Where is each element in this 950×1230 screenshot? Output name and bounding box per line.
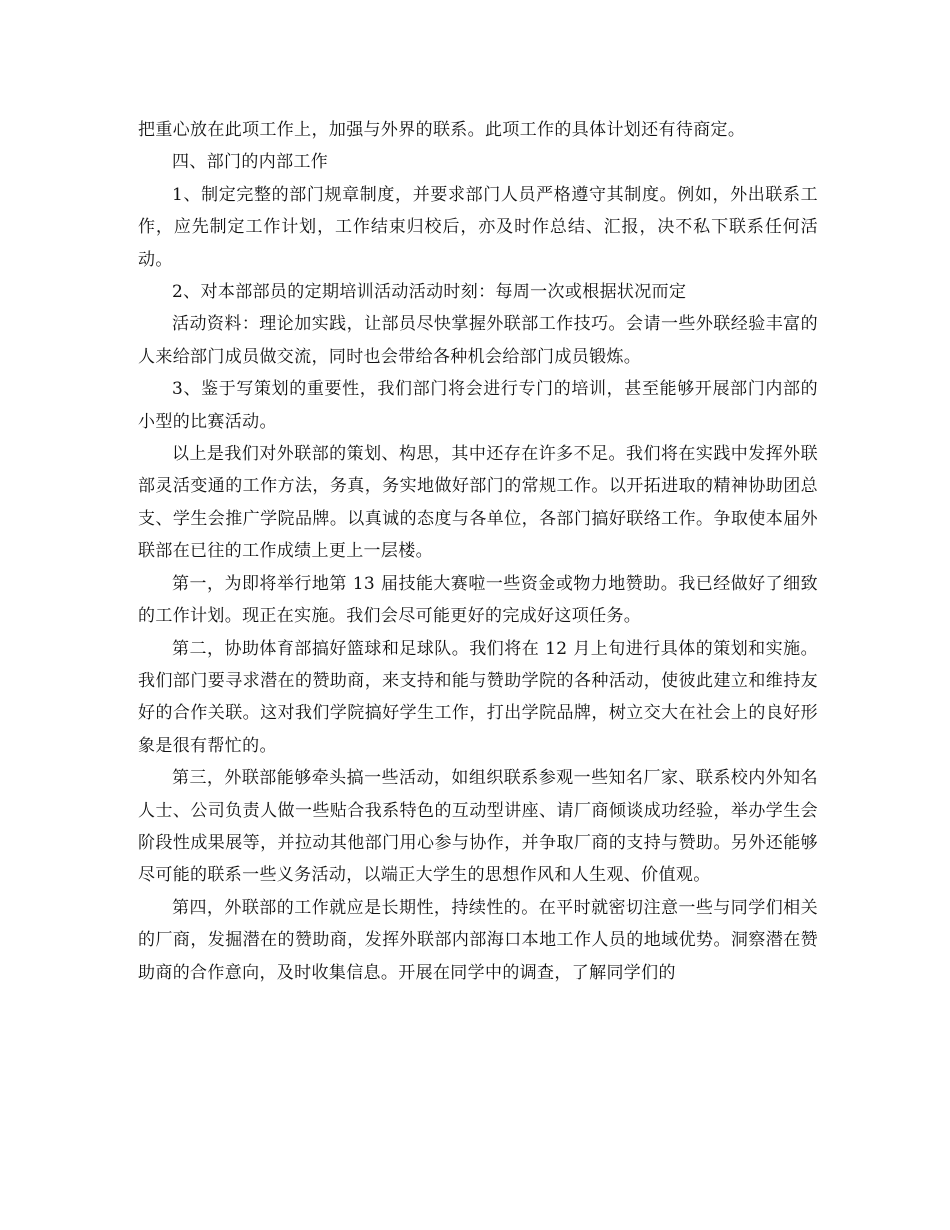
- paragraph-summary: 以上是我们对外联部的策划、构思，其中还存在许多不足。我们将在实践中发挥外联部灵活变通的工作方法，务真，务实地做好部门的常规工作。以开拓进取的精神协助团总支、学生会推广学院品牌。以真诚的态度与各单位，各部门搞好联络工作。争取使本届外联部在已往的工作成绩上更上一层楼。: [138, 444, 818, 562]
- paragraph-item-2: 2、对本部部员的定期培训活动活动时刻：每周一次或根据状况而定: [172, 282, 687, 303]
- paragraph-third: 第三，外联部能够牵头搞一些活动，如组织联系参观一些知名厂家、联系校内外知名人士、公司负责人做一些贴合我系特色的互动型讲座、请厂商倾谈成功经验，举办学生会阶段性成果展等，并拉动其他部门用心参与协作，并争取厂商的支持与赞助。另外还能够尽可能的联系一些义务活动，以端正大学生的思想作风和人生观、价值观。: [138, 768, 818, 886]
- paragraph-fourth: 第四，外联部的工作就应是长期性，持续性的。在平时就密切注意一些与同学们相关的厂商，发掘潜在的赞助商，发挥外联部内部海口本地工作人员的地域优势。洞察潜在赞助商的合作意向，及时收集信息。开展在同学中的调查，了解同学们的: [138, 897, 818, 983]
- paragraph-item-3: 3、鉴于写策划的重要性，我们部门将会进行专门的培训，甚至能够开展部门内部的小型的比赛活动。: [138, 379, 818, 432]
- paragraph-activity-content: 活动资料：理论加实践，让部员尽快掌握外联部工作技巧。会请一些外联经验丰富的人来给部门成员做交流，同时也会带给各种机会给部门成员锻炼。: [138, 314, 818, 367]
- section-heading-internal-work: 四、部门的内部工作: [172, 152, 329, 173]
- paragraph-item-1: 1、制定完整的部门规章制度，并要求部门人员严格遵守其制度。例如，外出联系工作，应先制定工作计划，工作结束归校后，亦及时作总结、汇报，决不私下联系任何活动。: [138, 184, 818, 270]
- paragraph-first: 第一，为即将举行地第 13 届技能大赛啦一些资金或物力地赞助。我已经做好了细致的工作计划。现正在实施。我们会尽可能更好的完成好这项任务。: [138, 573, 818, 627]
- paragraph-second: 第二，协助体育部搞好篮球和足球队。我们将在 12 月上旬进行具体的策划和实施。我们部门要寻求潜在的赞助商，来支持和能与赞助学院的各种活动，使彼此建立和维持友好的合作关联。这对我们学院搞好学生工作，打出学院品牌，树立交大在社会上的良好形象是很有帮忙的。: [138, 638, 818, 756]
- document-body: [138, 114, 818, 989]
- paragraph-continuation: 把重心放在此项工作上，加强与外界的联系。此项工作的具体计划还有待商定。: [138, 120, 746, 140]
